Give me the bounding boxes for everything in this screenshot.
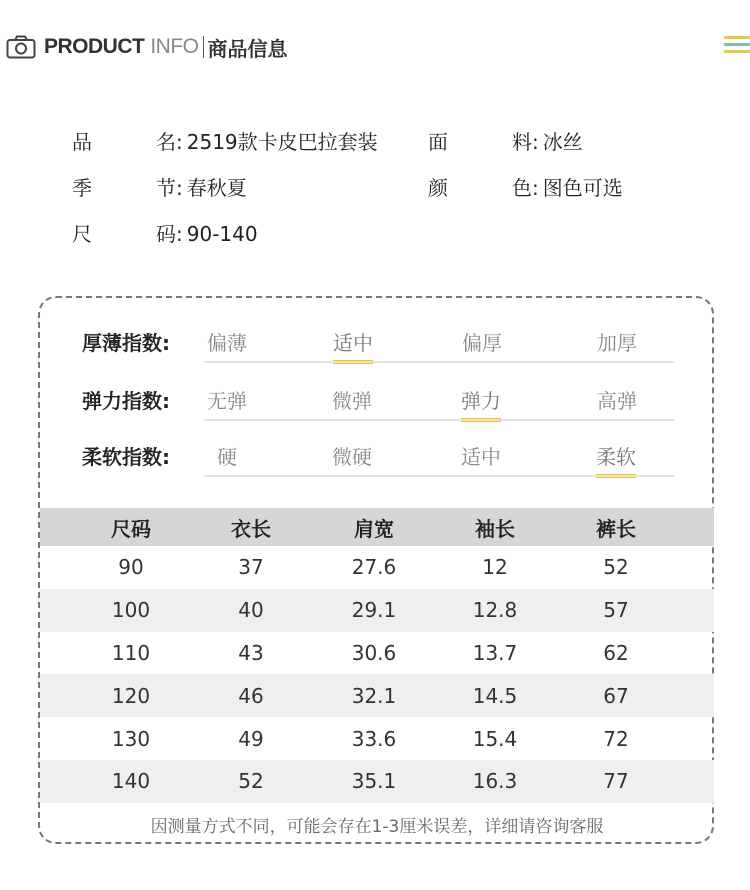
softness-index-row — [82, 441, 674, 477]
info-label: 面料 — [428, 130, 532, 154]
info-label: 尺码 — [72, 222, 176, 246]
index-option: 偏薄 — [207, 331, 247, 355]
table-cell: 57 — [603, 598, 629, 623]
index-label: 柔软指数: — [82, 445, 170, 469]
measurement-note: 因测量方式不同，可能会存在1-3厘米误差，详细请咨询客服 — [150, 817, 604, 837]
table-cell: 30.6 — [351, 640, 397, 665]
index-divider — [204, 419, 674, 421]
table-cell: 40 — [238, 598, 264, 623]
table-header-cell: 肩宽 — [354, 516, 394, 541]
table-cell: 72 — [603, 726, 629, 751]
table-cell: 62 — [603, 640, 629, 665]
brand-chinese-title: 商品信息 — [207, 36, 288, 61]
index-option: 适中 — [461, 445, 501, 469]
table-cell: 27.6 — [351, 555, 397, 580]
table-body — [40, 546, 714, 803]
index-divider — [204, 475, 674, 477]
index-option: 微硬 — [332, 445, 372, 469]
page-header — [6, 32, 288, 62]
table-cell: 14.5 — [472, 683, 518, 708]
table-cell: 46 — [238, 683, 264, 708]
table-cell: 140 — [111, 769, 151, 794]
info-value: 2519款卡皮巴拉套装 — [186, 130, 378, 154]
index-option-selected: 弹力 — [461, 385, 501, 414]
info-color: 颜色: 图色可选 — [428, 172, 623, 201]
info-label: 品名 — [72, 130, 176, 154]
index-option: 无弹 — [207, 389, 247, 413]
table-cell: 43 — [238, 640, 264, 665]
table-cell: 130 — [111, 726, 151, 751]
table-cell: 90 — [118, 555, 144, 580]
brand-divider — [203, 36, 204, 58]
camera-icon — [6, 35, 36, 59]
table-row — [40, 760, 714, 803]
index-option: 微弹 — [332, 389, 372, 413]
table-cell: 100 — [111, 598, 151, 623]
info-season: 季节: 春秋夏 — [72, 172, 247, 201]
info-value: 冰丝 — [542, 130, 583, 154]
info-value: 90-140 — [186, 222, 258, 246]
index-option: 偏厚 — [462, 331, 502, 355]
index-option: 高弹 — [597, 389, 637, 413]
table-cell: 52 — [238, 769, 264, 794]
index-option-selected: 柔软 — [596, 441, 636, 470]
index-label: 弹力指数: — [82, 389, 170, 413]
table-header-cell: 衣长 — [231, 516, 271, 541]
info-value: 春秋夏 — [186, 176, 247, 200]
index-label: 厚薄指数: — [82, 331, 170, 355]
table-cell: 110 — [111, 640, 151, 665]
table-row — [40, 546, 714, 589]
menu-icon[interactable] — [724, 36, 750, 56]
table-cell: 33.6 — [351, 726, 397, 751]
table-cell: 12 — [482, 555, 508, 580]
table-row — [40, 717, 714, 760]
info-value: 图色可选 — [542, 176, 623, 200]
table-cell: 77 — [603, 769, 629, 794]
info-label: 颜色 — [428, 176, 532, 200]
table-header-cell: 袖长 — [475, 516, 515, 541]
table-cell: 32.1 — [351, 683, 397, 708]
elasticity-index-row — [82, 385, 674, 421]
info-size: 尺码: 90-140 — [72, 218, 258, 247]
table-cell: 35.1 — [351, 769, 397, 794]
table-cell: 120 — [111, 683, 151, 708]
table-cell: 12.8 — [472, 598, 518, 623]
index-option-selected: 适中 — [333, 327, 373, 356]
index-option: 硬 — [217, 445, 237, 469]
table-row — [40, 674, 714, 717]
table-cell: 37 — [238, 555, 264, 580]
table-header-cell: 尺码 — [111, 516, 151, 541]
table-cell: 13.7 — [472, 640, 518, 665]
brand-subtitle: INFO — [150, 35, 199, 58]
table-row — [40, 589, 714, 632]
table-header-row — [40, 508, 714, 546]
brand-title: PRODUCT — [44, 35, 145, 58]
table-cell: 16.3 — [472, 769, 518, 794]
table-header-cell: 裤长 — [596, 516, 636, 541]
size-table — [40, 508, 714, 803]
index-divider — [204, 361, 674, 363]
info-fabric: 面料: 冰丝 — [428, 126, 583, 155]
info-product-name: 品名: 2519款卡皮巴拉套装 — [72, 126, 378, 155]
index-option: 加厚 — [597, 331, 637, 355]
table-cell: 15.4 — [472, 726, 518, 751]
table-cell: 52 — [603, 555, 629, 580]
table-cell: 29.1 — [351, 598, 397, 623]
thickness-index-row — [82, 327, 674, 363]
table-row — [40, 632, 714, 675]
info-label: 季节 — [72, 176, 176, 200]
table-cell: 49 — [238, 726, 264, 751]
table-cell: 67 — [603, 683, 629, 708]
